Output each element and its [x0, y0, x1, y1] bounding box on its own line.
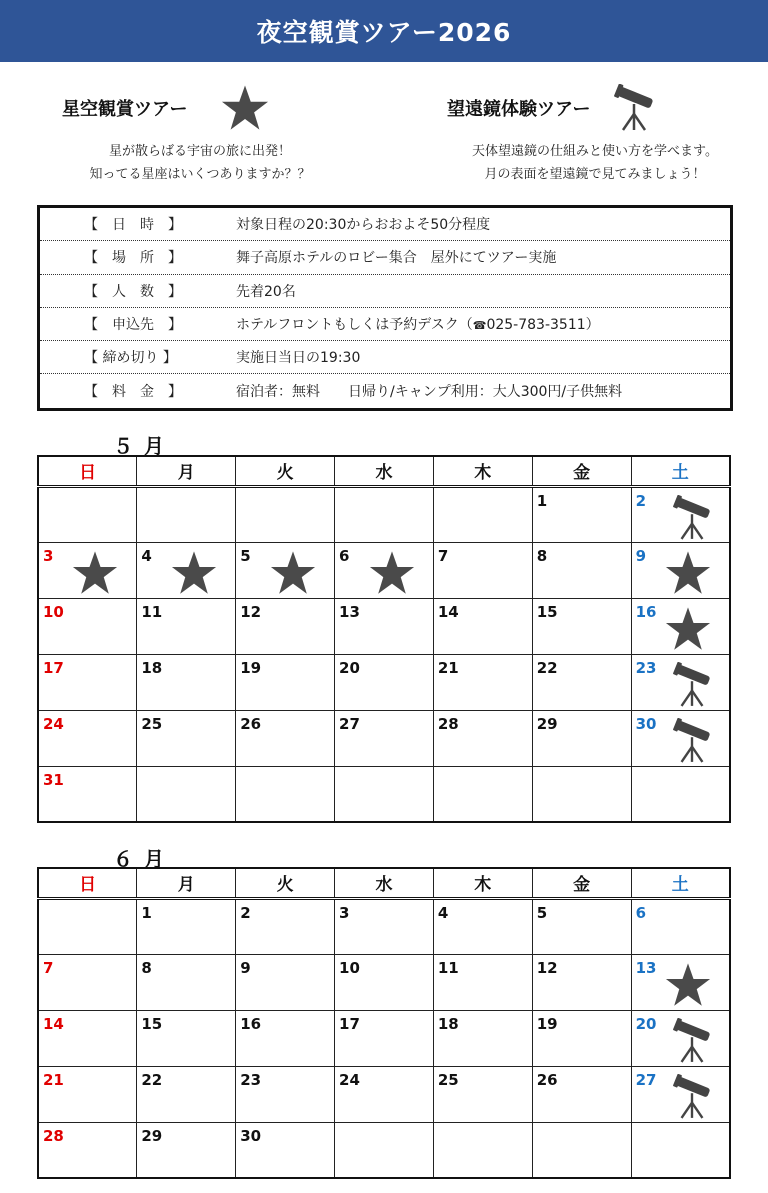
- calendar-week: [38, 954, 730, 1010]
- calendar-day: [433, 1010, 532, 1066]
- day-number: 3: [339, 903, 350, 922]
- calendar-day: [137, 598, 236, 654]
- calendar-day: [137, 1066, 236, 1122]
- telescope-icon: [614, 84, 654, 132]
- day-number: 29: [141, 1126, 163, 1145]
- weekday-header: 水: [335, 456, 434, 486]
- calendar-day: [335, 542, 434, 598]
- day-number: 24: [339, 1070, 360, 1089]
- info-table: [37, 205, 733, 411]
- calendar-day: [38, 1122, 137, 1178]
- calendar-day: [631, 1122, 730, 1178]
- day-number: 12: [536, 958, 558, 977]
- calendar-day: [631, 486, 730, 542]
- day-number: 17: [43, 658, 64, 677]
- day-number: 1: [536, 491, 548, 510]
- telescope-tour-title: 望遠鏡体験ツアー: [447, 99, 591, 120]
- weekday-header: 土: [631, 456, 730, 486]
- calendar-day: [137, 486, 236, 542]
- day-number: 27: [339, 714, 360, 733]
- info-value: 対象日程の20:30からおおよそ50分程度: [236, 217, 491, 234]
- star-icon: [270, 550, 316, 596]
- may-title: ５ 月: [113, 434, 166, 458]
- telescope-tour-line: 月の表面を望遠鏡で見てみましょう！: [484, 167, 706, 182]
- day-number: 21: [43, 1070, 64, 1089]
- calendar-day: [532, 766, 631, 822]
- info-value: 宿泊者：無料 日帰り/キャンプ利用：大人300円/子供無料: [236, 384, 623, 401]
- day-number: 16: [240, 1014, 262, 1033]
- star-icon: [221, 84, 269, 132]
- calendar-day: [38, 542, 137, 598]
- day-number: 8: [141, 958, 152, 977]
- calendar-day: [236, 954, 335, 1010]
- day-number: 19: [536, 1014, 558, 1033]
- calendar-week: [38, 1066, 730, 1122]
- day-number: 30: [240, 1126, 262, 1145]
- calendar-day: [433, 486, 532, 542]
- info-row-place: [40, 241, 730, 274]
- info-value: 先着20名: [236, 283, 296, 300]
- day-number: 11: [141, 602, 163, 621]
- telescope-icon: [673, 662, 711, 708]
- calendar-day: [236, 1066, 335, 1122]
- calendar-day: [532, 898, 631, 954]
- info-row-contact: [40, 308, 730, 341]
- day-number: 10: [339, 958, 360, 977]
- june-calendar: [37, 867, 731, 1179]
- calendar-day: [137, 766, 236, 822]
- weekday-header: 木: [433, 456, 532, 486]
- day-number: 19: [240, 658, 262, 677]
- calendar-day: [38, 598, 137, 654]
- weekday-header: 木: [433, 868, 532, 898]
- calendar-week: [38, 1010, 730, 1066]
- day-number: 1: [141, 903, 152, 922]
- day-number: 28: [43, 1126, 64, 1145]
- day-number: 24: [43, 714, 64, 733]
- star-icon: [72, 550, 118, 596]
- calendar-day: [532, 542, 631, 598]
- calendar-week: [38, 1122, 730, 1178]
- calendar-week: [38, 486, 730, 542]
- day-number: 22: [141, 1070, 163, 1089]
- calendar-day: [631, 766, 730, 822]
- day-number: 16: [635, 602, 657, 621]
- telescope-icon: [673, 1018, 711, 1064]
- star-tour-line: 星が散らばる宇宙の旅に出発！: [108, 144, 291, 159]
- telescope-tour-intro: [425, 80, 765, 186]
- calendar-day: [631, 542, 730, 598]
- day-number: 15: [141, 1014, 163, 1033]
- day-number: 22: [536, 658, 558, 677]
- title-banner: [0, 0, 768, 62]
- calendar-day: [532, 954, 631, 1010]
- calendar-day: [532, 486, 631, 542]
- day-number: 12: [240, 602, 262, 621]
- telescope-icon: [673, 495, 711, 541]
- calendar-day: [236, 710, 335, 766]
- day-number: 17: [339, 1014, 360, 1033]
- day-number: 13: [635, 958, 657, 977]
- calendar-day: [137, 1010, 236, 1066]
- calendar-day: [433, 766, 532, 822]
- calendar-day: [631, 1010, 730, 1066]
- info-row-deadline: [40, 341, 730, 374]
- weekday-header: 日: [38, 868, 137, 898]
- calendar-day: [137, 710, 236, 766]
- day-number: 20: [635, 1014, 657, 1033]
- calendar-day: [137, 954, 236, 1010]
- telescope-icon: [673, 1074, 711, 1120]
- day-number: 25: [141, 714, 163, 733]
- day-number: 4: [437, 903, 449, 922]
- calendar-day: [335, 1010, 434, 1066]
- calendar-day: [335, 766, 434, 822]
- calendar-day: [532, 654, 631, 710]
- calendar-week: [38, 898, 730, 954]
- calendar-week: [38, 766, 730, 822]
- info-label: 【 日 時 】: [84, 217, 182, 234]
- star-icon: [665, 606, 711, 652]
- phone-icon: ☎: [472, 319, 487, 333]
- phone-number: 025-783-3511: [486, 317, 586, 334]
- day-number: 5: [240, 546, 251, 565]
- day-number: 2: [635, 491, 646, 510]
- star-icon: [665, 962, 711, 1008]
- day-number: 2: [240, 903, 251, 922]
- day-number: 11: [437, 958, 459, 977]
- calendar-day: [532, 710, 631, 766]
- day-number: 6: [635, 903, 646, 922]
- calendar-day: [433, 1122, 532, 1178]
- contact-text: ホテルフロントもしくは予約デスク（: [236, 317, 473, 334]
- calendar-day: [631, 1066, 730, 1122]
- calendar-day: [433, 654, 532, 710]
- calendar-day: [236, 654, 335, 710]
- calendar-day: [137, 898, 236, 954]
- calendar-day: [532, 1066, 631, 1122]
- info-row-fee: [40, 374, 730, 407]
- calendar-day: [38, 898, 137, 954]
- info-value: [236, 314, 600, 334]
- calendar-day: [236, 598, 335, 654]
- calendar-day: [433, 710, 532, 766]
- calendar-day: [631, 954, 730, 1010]
- day-number: 18: [141, 658, 163, 677]
- calendar-day: [631, 710, 730, 766]
- star-icon: [369, 550, 415, 596]
- calendar-day: [236, 766, 335, 822]
- day-number: 27: [635, 1070, 657, 1089]
- calendar-day: [433, 542, 532, 598]
- calendar-day: [137, 1122, 236, 1178]
- june-title: ６ 月: [113, 847, 166, 871]
- calendar-day: [236, 898, 335, 954]
- calendar-day: [335, 898, 434, 954]
- weekday-header: 火: [236, 456, 335, 486]
- weekday-header: 月: [137, 868, 236, 898]
- calendar-day: [335, 1122, 434, 1178]
- info-label: 【 申込先 】: [84, 317, 182, 334]
- info-row-datetime: [40, 208, 730, 241]
- day-number: 14: [43, 1014, 64, 1033]
- star-tour-intro: [30, 80, 370, 186]
- day-number: 5: [536, 903, 548, 922]
- info-label: 【 人 数 】: [84, 283, 182, 300]
- day-number: 28: [437, 714, 459, 733]
- calendar-day: [631, 598, 730, 654]
- calendar-day: [631, 898, 730, 954]
- day-number: 9: [635, 546, 646, 565]
- info-label: 【 料 金 】: [84, 384, 182, 401]
- day-number: 26: [240, 714, 262, 733]
- day-number: 26: [536, 1070, 558, 1089]
- calendar-day: [137, 542, 236, 598]
- info-value: 舞子高原ホテルのロビー集合 屋外にてツアー実施: [236, 250, 557, 267]
- calendar-day: [532, 598, 631, 654]
- day-number: 30: [635, 714, 657, 733]
- day-number: 7: [43, 958, 54, 977]
- calendar-day: [433, 1066, 532, 1122]
- day-number: 23: [635, 658, 657, 677]
- calendar-day: [236, 1010, 335, 1066]
- weekday-header: 月: [137, 456, 236, 486]
- day-number: 8: [536, 546, 548, 565]
- info-label: 【 場 所 】: [84, 250, 182, 267]
- calendar-week: [38, 654, 730, 710]
- calendar-day: [38, 1066, 137, 1122]
- day-number: 15: [536, 602, 558, 621]
- weekday-header: 金: [532, 456, 631, 486]
- info-value: 実施日当日の19:30: [236, 350, 361, 367]
- day-number: 25: [437, 1070, 459, 1089]
- calendar-day: [335, 954, 434, 1010]
- day-number: 4: [141, 546, 152, 565]
- day-number: 31: [43, 770, 64, 789]
- weekday-header: 金: [532, 868, 631, 898]
- calendar-day: [38, 766, 137, 822]
- page-title: 夜空観賞ツアー2026: [256, 18, 512, 47]
- info-label: 【 締め切り 】: [84, 350, 177, 367]
- calendar-day: [236, 542, 335, 598]
- day-number: 21: [437, 658, 459, 677]
- calendar-day: [38, 710, 137, 766]
- calendar-day: [38, 954, 137, 1010]
- calendar-week: [38, 598, 730, 654]
- day-number: 14: [437, 602, 459, 621]
- calendar-day: [38, 486, 137, 542]
- info-row-capacity: [40, 275, 730, 308]
- calendar-day: [236, 1122, 335, 1178]
- day-number: 23: [240, 1070, 262, 1089]
- calendar-day: [137, 654, 236, 710]
- day-number: 29: [536, 714, 558, 733]
- star-icon: [171, 550, 217, 596]
- day-number: 18: [437, 1014, 459, 1033]
- calendar-week: [38, 542, 730, 598]
- calendar-day: [631, 654, 730, 710]
- calendar-day: [433, 898, 532, 954]
- calendar-day: [335, 1066, 434, 1122]
- telescope-tour-line: 天体望遠鏡の仕組みと使い方を学べます。: [472, 144, 718, 159]
- day-number: 20: [339, 658, 360, 677]
- may-calendar: [37, 455, 731, 823]
- day-number: 7: [437, 546, 449, 565]
- weekday-header: 水: [335, 868, 434, 898]
- weekday-header: 日: [38, 456, 137, 486]
- calendar-day: [335, 710, 434, 766]
- calendar-day: [236, 486, 335, 542]
- calendar-day: [335, 598, 434, 654]
- calendar-day: [433, 598, 532, 654]
- weekday-header: 火: [236, 868, 335, 898]
- star-icon: [665, 550, 711, 596]
- star-tour-title: 星空観賞ツアー: [62, 99, 188, 120]
- day-number: 13: [339, 602, 360, 621]
- calendar-week: [38, 710, 730, 766]
- weekday-header: 土: [631, 868, 730, 898]
- calendar-day: [433, 954, 532, 1010]
- star-tour-line: 知ってる星座はいくつありますか？？: [89, 167, 311, 182]
- calendar-day: [335, 486, 434, 542]
- calendar-day: [532, 1122, 631, 1178]
- telescope-icon: [673, 718, 711, 764]
- calendar-day: [38, 654, 137, 710]
- day-number: 3: [43, 546, 54, 565]
- day-number: 9: [240, 958, 251, 977]
- calendar-day: [335, 654, 434, 710]
- contact-close: ）: [585, 317, 600, 334]
- day-number: 6: [339, 546, 350, 565]
- calendar-day: [532, 1010, 631, 1066]
- day-number: 10: [43, 602, 64, 621]
- calendar-day: [38, 1010, 137, 1066]
